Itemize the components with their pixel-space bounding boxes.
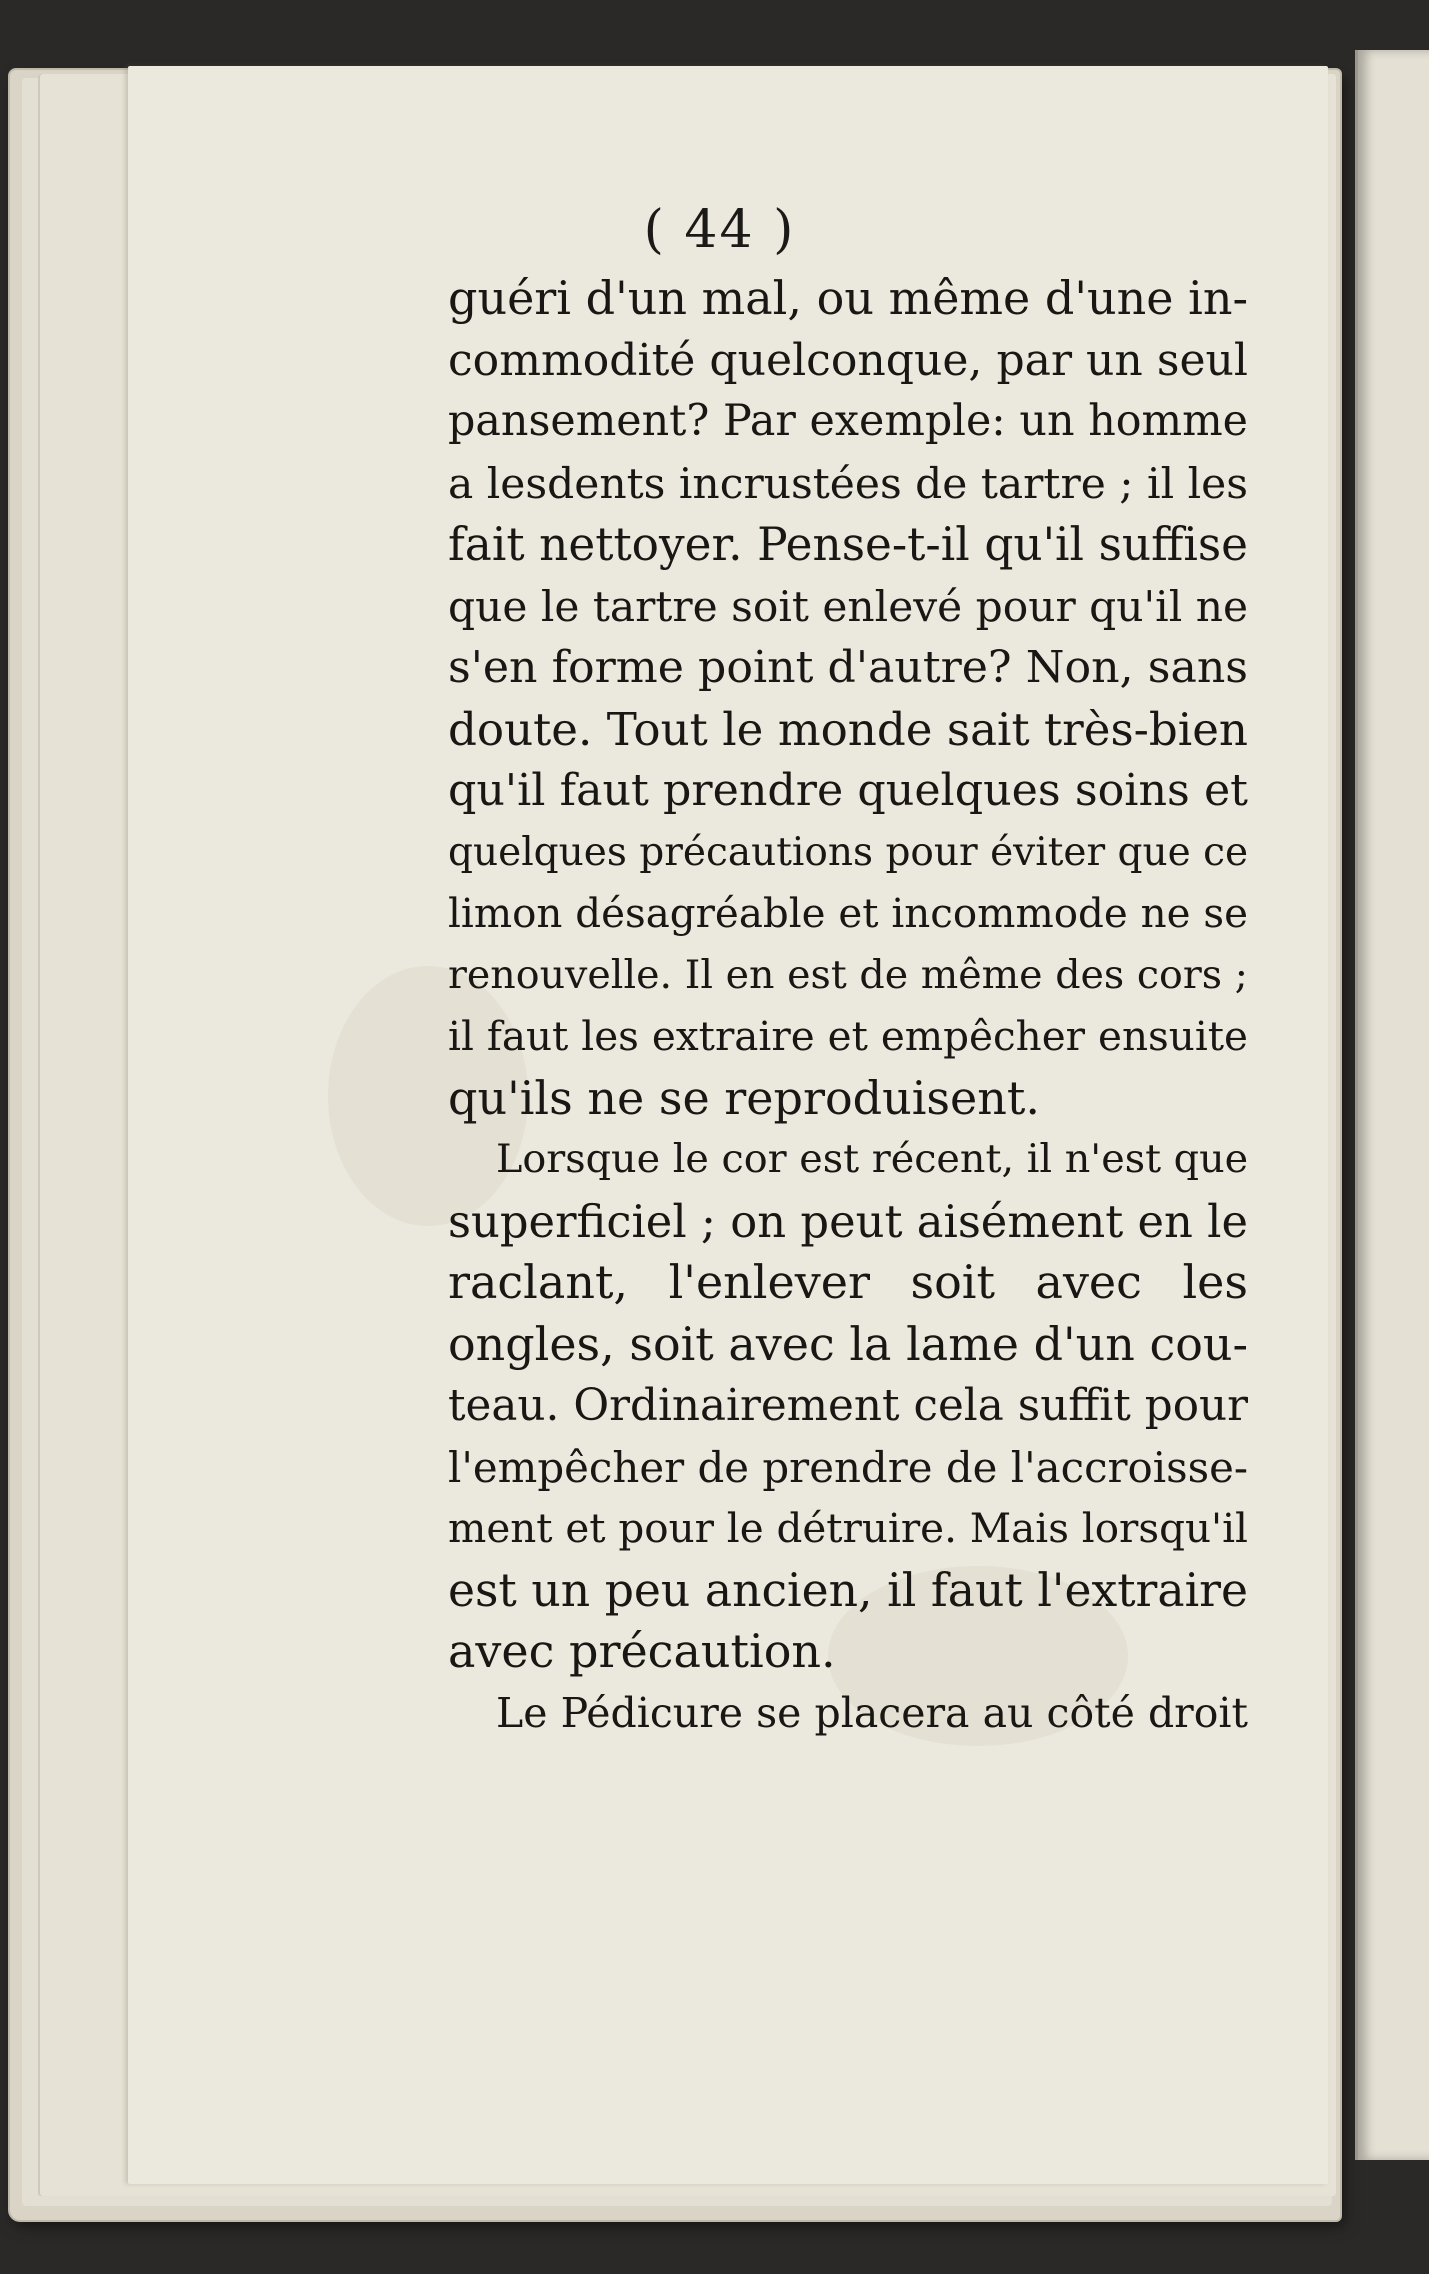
text-line: Lorsque le cor est récent, il n'est que (496, 1136, 1249, 1182)
text-line: que le tartre soit enlevé pour qu'il ne (448, 581, 1249, 631)
text-line: commodité quelconque, par un seul (448, 334, 1248, 386)
text-line: ongles, soit avec la lame d'un cou- (448, 1316, 1248, 1371)
facing-page-edge (1355, 50, 1429, 2160)
text-line: a lesdents incrustées de tartre ; il les (448, 458, 1248, 508)
text-line: il faut les extraire et empêcher ensuite (448, 1012, 1248, 1060)
text-line: guéri d'un mal, ou même d'une in- (448, 271, 1248, 325)
text-line: qu'il faut prendre quelques soins et (448, 765, 1248, 816)
text-line: s'en forme point d'autre? Non, sans (448, 642, 1248, 693)
text-line: est un peu ancien, il faut l'extraire (448, 1563, 1248, 1617)
text-line: quelques précautions pour éviter que ce (448, 829, 1249, 875)
text-line: doute. Tout le monde sait très-bien (448, 702, 1248, 756)
text-line: avec précaution. (448, 1624, 836, 1678)
text-line: fait nettoyer. Pense-t-il qu'il suffise (448, 518, 1248, 571)
text-line: qu'ils ne se reproduisent. (448, 1070, 1040, 1125)
text-line: pansement? Par exemple: un homme (448, 396, 1248, 446)
body-text (448, 268, 1248, 1744)
page-number: ( 44 ) (643, 200, 796, 260)
text-line: raclant, l'enlever soit avec les (448, 1255, 1248, 1309)
text-line: limon désagréable et incommode ne se (448, 890, 1248, 937)
text-line: teau. Ordinairement cela suffit pour (448, 1380, 1248, 1431)
text-line: superficiel ; on peut aisément en le (448, 1194, 1248, 1248)
text-line: Le Pédicure se placera au côté droit (496, 1688, 1248, 1737)
text-line: ment et pour le détruire. Mais lorsqu'il (448, 1504, 1248, 1552)
text-line: l'empêcher de prendre de l'accroisse- (448, 1442, 1248, 1492)
text-line: renouvelle. Il en est de même des cors ; (448, 951, 1248, 998)
